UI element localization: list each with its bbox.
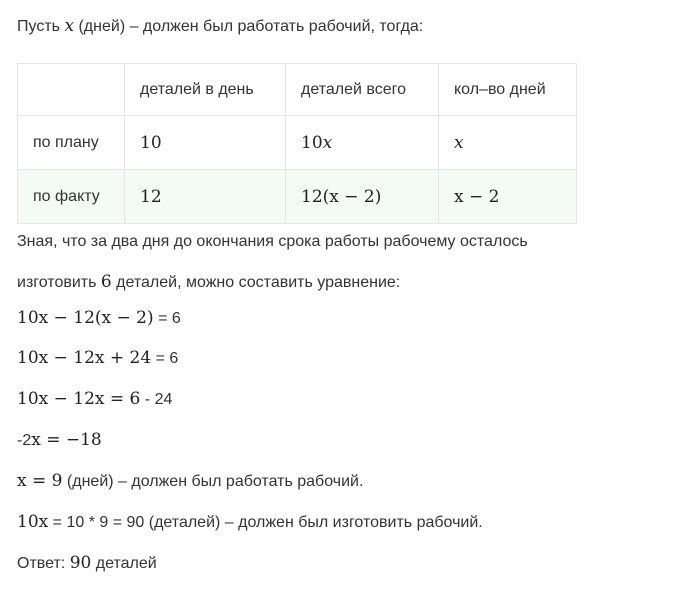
paragraph-post: деталей, можно составить уравнение: (111, 274, 401, 291)
total-variable: x (322, 132, 333, 153)
equation-6 (17, 512, 483, 533)
days-cell (439, 116, 577, 170)
equation-rest: (дней) – должен был работать рабочий. (62, 473, 364, 490)
per-day-value: 10 (140, 132, 162, 153)
equation-math: 10x − 12x = 6 (17, 389, 141, 409)
equation-rest: = 10 * 9 = 90 (деталей) – должен был изготовить рабочий. (48, 514, 483, 531)
per-day-cell (125, 116, 286, 170)
intro-pre: Пусть (17, 18, 65, 35)
days-cell (439, 170, 577, 224)
answer-post: деталей (91, 555, 157, 572)
equation-1 (17, 308, 181, 329)
row-label: по факту (18, 170, 125, 224)
total-cell (286, 170, 439, 224)
equation-3 (17, 389, 172, 410)
answer-line (17, 553, 157, 574)
equation-rest: = 6 (153, 310, 181, 327)
equation-math: 10x (17, 512, 49, 532)
paragraph-pre: изготовить (17, 274, 101, 291)
equation-2 (17, 348, 178, 369)
answer-pre: Ответ: (17, 555, 70, 572)
total-number: 10 (301, 132, 323, 153)
table-header-cell: деталей в день (125, 64, 286, 116)
table-header-cell: деталей всего (286, 64, 439, 116)
table-header-row (18, 64, 577, 116)
equation-pre: -2 (17, 432, 32, 449)
equation-rest: - 24 (140, 391, 173, 408)
table-row (18, 170, 577, 224)
equation-math: x = −18 (31, 430, 102, 450)
paragraph-number: 6 (100, 272, 112, 292)
per-day-cell (125, 170, 286, 224)
row-label: по плану (18, 116, 125, 170)
equation-4 (17, 430, 102, 451)
days-value: x − 2 (454, 186, 500, 207)
intro-variable: x (64, 16, 75, 36)
answer-number: 90 (69, 553, 92, 573)
table-header-cell (18, 64, 125, 116)
equation-rest: = 6 (151, 350, 179, 367)
intro-line (17, 16, 423, 37)
per-day-value: 12 (140, 186, 162, 207)
plan-fact-table (17, 63, 577, 224)
equation-math: x = 9 (17, 471, 63, 491)
paragraph-line-2 (17, 272, 400, 293)
equation-5 (17, 471, 363, 492)
total-cell (286, 116, 439, 170)
intro-post: (дней) – должен был работать рабочий, тогда: (74, 18, 424, 35)
equation-math: 10x − 12(x − 2) (17, 308, 154, 328)
table-header-cell: кол–во дней (439, 64, 577, 116)
table-row (18, 116, 577, 170)
equation-math: 10x − 12x + 24 (17, 348, 152, 368)
total-value: 12(x − 2) (301, 186, 382, 207)
paragraph-line-1: Зная, что за два дня до окончания срока работы рабочему осталось (17, 233, 528, 250)
days-value: x (454, 132, 464, 153)
